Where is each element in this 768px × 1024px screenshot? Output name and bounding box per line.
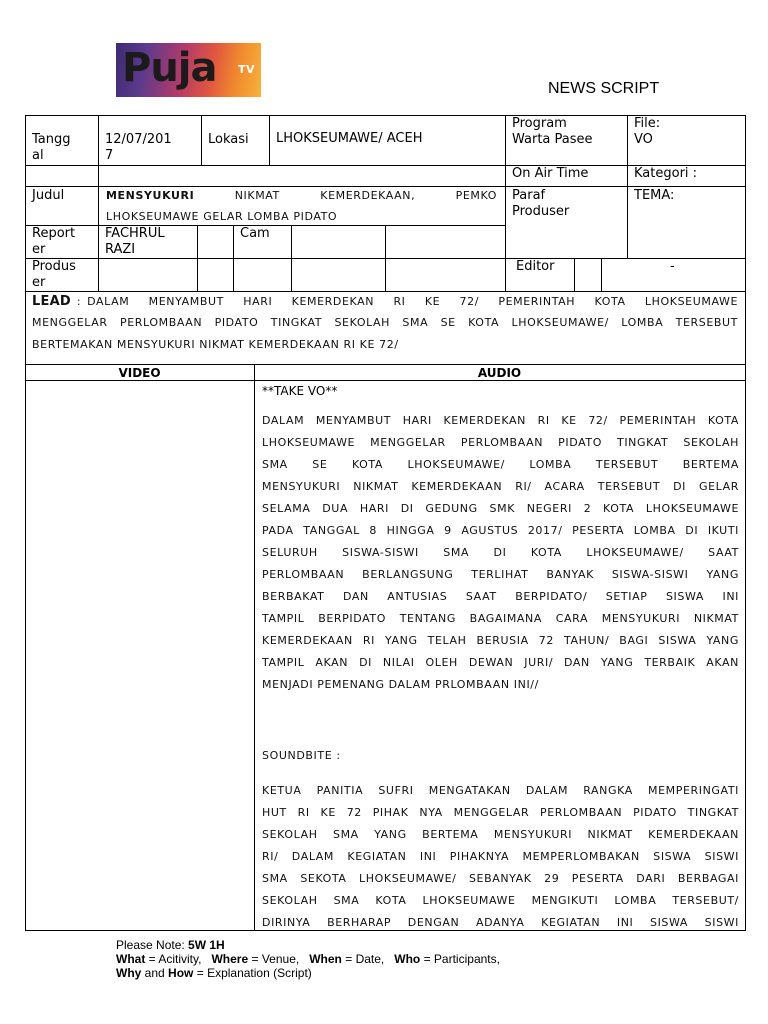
reporter-label-2: er — [32, 242, 46, 257]
sb-line: RI/ DALAM KEGIATAN INI PIHAKNYA MEMPERLOMBAKAN SISWA SISWI — [262, 850, 739, 863]
video-column-header: VIDEO — [118, 366, 161, 380]
date-value-2: 7 — [105, 148, 114, 163]
judul-label: Judul — [32, 188, 65, 203]
note-how: How — [168, 966, 194, 980]
produser-label-1: Produs — [32, 259, 76, 274]
note-where: Where — [211, 952, 249, 966]
note-line-2 — [116, 952, 500, 966]
sb-line: KETUA PANITIA SUFRI MENGATAKAN DALAM RANGKA MEMPERINGATI — [262, 784, 739, 797]
sb-line: HUT RI KE 72 PIHAK NYA MENGGELAR PERLOMBAAN PIDATO TINGKAT — [262, 806, 739, 819]
take-vo-label: **TAKE VO** — [262, 384, 338, 398]
note-5w1h: 5W 1H — [188, 938, 225, 952]
vo-line: BERBAKAT DAN ANTUSIAS SAAT BERPIDATO/ SETIAP SISWA INI — [262, 590, 739, 603]
note-why: Why — [116, 966, 142, 980]
kategori-label: Kategori : — [634, 166, 698, 181]
produser-label-2: er — [32, 275, 46, 290]
vo-line: PADA TANGGAL 8 HINGGA 9 AGUSTUS 2017/ PESERTA LOMBA DI IKUTI — [262, 524, 739, 537]
vo-line: SMA SE KOTA LHOKSEUMAWE/ LOMBA TERSEBUT BERTEMA — [262, 458, 739, 471]
lead-text-3: BERTEMAKAN MENSYUKURI NIKMAT KEMERDEKAAN RI KE 72/ — [32, 338, 399, 351]
paraf-label-2: Produser — [512, 204, 570, 219]
lead-text-2: MENGGELAR PERLOMBAAN PIDATO TINGKAT SEKOLAH SMA SE KOTA LHOKSEUMAWE/ LOMBA TERSEBUT — [32, 316, 738, 329]
judul-word-2: NIKMAT — [234, 189, 280, 202]
lead-label: LEAD — [32, 294, 71, 309]
sb-line: SEKOLAH SMA YANG BERTEMA MENSYUKURI NIKMAT KEMERDEKAAN — [262, 828, 739, 841]
judul-word-3: KEMERDEKAAN, — [320, 189, 416, 202]
lead-text-1: DALAM MENYAMBUT HARI KEMERDEKAN RI KE 72/ PEMERINTAH KOTA LHOKSEUMAWE — [87, 295, 738, 308]
editor-value: - — [670, 259, 675, 274]
file-value: VO — [634, 132, 653, 147]
logo-tv: TV — [237, 63, 255, 76]
tema-label: TEMA: — [634, 188, 675, 203]
note-line-1 — [116, 938, 225, 952]
vo-line: KEMERDEKAAN RI YANG TELAH BERUSIA 72 TAHUN/ BAGI SISWA YANG — [262, 634, 739, 647]
judul-line-2: LHOKSEUMAWE GELAR LOMBA PIDATO — [106, 210, 338, 223]
lokasi-label: Lokasi — [208, 132, 249, 147]
paraf-label-1: Paraf — [512, 188, 546, 203]
editor-label: Editor — [516, 259, 555, 274]
vo-line: DALAM MENYAMBUT HARI KEMERDEKAN RI KE 72/ PEMERINTAH KOTA — [262, 414, 739, 427]
lead-colon: : — [76, 295, 82, 308]
lokasi-value: LHOKSEUMAWE/ ACEH — [276, 131, 423, 146]
tanggal-label-2: al — [32, 148, 44, 163]
vo-line: PERLOMBAAN BERLANGSUNG TERLIHAT BANYAK SISWA-SISWI YANG — [262, 568, 739, 581]
on-air-time-label: On Air Time — [512, 166, 589, 181]
vo-line: TAMPIL BERPIDATO TENTANG BAGAIMANA CARA MENSYUKURI NIKMAT — [262, 612, 739, 625]
logo-word: Puja — [122, 45, 217, 91]
vo-line: SELURUH SISWA-SISWI SMA DI KOTA LHOKSEUMAWE/ SAAT — [262, 546, 739, 559]
note-and: and — [141, 966, 169, 980]
note-what-desc: = Acitivity, — [145, 952, 212, 966]
sb-line: SMA SEKOTA LHOKSEUMAWE/ SEBANYAK 29 PESERTA DARI BERBAGAI — [262, 872, 739, 885]
note-what: What — [116, 952, 146, 966]
judul-word-4: PEMKO — [455, 189, 497, 202]
program-value: Warta Pasee — [512, 132, 593, 147]
judul-line-1 — [106, 189, 497, 202]
tanggal-label-1: Tangg — [32, 132, 71, 147]
vo-line: SELAMA DUA HARI DI GEDUNG SMK NEGERI 2 KOTA LHOKSEUMAWE — [262, 502, 739, 515]
note-who: Who — [394, 952, 421, 966]
reporter-value-1: FACHRUL — [105, 226, 165, 241]
reporter-label-1: Report — [32, 226, 76, 241]
reporter-value-2: RAZI — [105, 242, 136, 257]
document-title: NEWS SCRIPT — [548, 80, 660, 97]
soundbite-paragraph — [262, 784, 739, 929]
note-where-desc: = Venue, — [248, 952, 310, 966]
sb-line: DIRINYA BERHARAP DENGAN ADANYA KEGIATAN INI SISWA SISWI — [262, 916, 739, 929]
vo-line: LHOKSEUMAWE MENGGELAR PERLOMBAAN PIDATO TINGKAT SEKOLAH — [262, 436, 739, 449]
audio-column-header: AUDIO — [477, 366, 522, 380]
pujatv-logo — [116, 43, 261, 97]
soundbite-label: SOUNDBITE : — [262, 749, 341, 762]
file-label: File: — [634, 116, 661, 131]
judul-word-1: MENSYUKURI — [106, 189, 195, 202]
note-who-desc: = Participants, — [420, 952, 500, 966]
vo-line: TAMPIL AKAN DI NILAI OLEH DEWAN JURI/ DAN YANG TERBAIK AKAN — [262, 656, 739, 669]
vo-last-line: MENJADI PEMENANG DALAM PRLOMBAAN INI// — [262, 678, 539, 691]
cam-label: Cam — [240, 226, 270, 241]
program-label: Program — [512, 116, 567, 131]
date-value-1: 12/07/201 — [105, 132, 172, 147]
sb-line: SEKOLAH SMA KOTA LHOKSEUMAWE MENGIKUTI LOMBA TERSEBUT/ — [262, 894, 739, 907]
note-how-desc: = Explanation (Script) — [193, 966, 312, 980]
lead-line-1 — [32, 294, 738, 309]
note-when: When — [309, 952, 342, 966]
vo-line: MENSYUKURI NIKMAT KEMERDEKAAN RI/ ACARA TERSEBUT DI GELAR — [262, 480, 739, 493]
note-line-3 — [116, 966, 312, 980]
note-when-desc: = Date, — [341, 952, 395, 966]
note-please: Please Note: — [116, 938, 189, 952]
vo-paragraph — [262, 414, 739, 700]
